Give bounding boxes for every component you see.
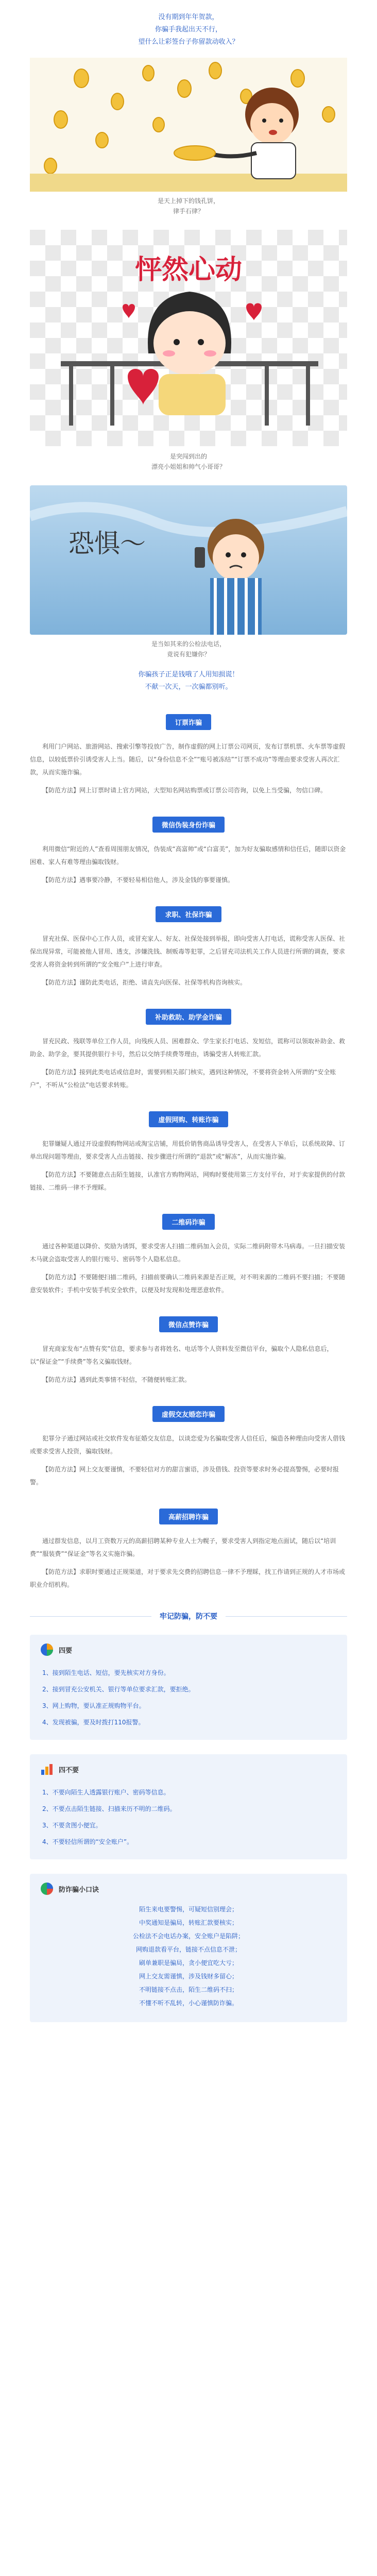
section-title: 微信点赞诈骗: [159, 1316, 218, 1332]
section-tip: 【防范方法】遇事要冷静，不要轻易相信他人，涉及金钱的事要谨慎。: [42, 876, 234, 884]
list-item: 4、发现被骗，要及时拨打110报警。: [42, 1719, 145, 1726]
section-tip: 【防范方法】求职时要通过正规渠道，对于要求先交费的招聘信息一律不予理睬，找工作请到正规的人才市场或职业介绍机构。: [30, 1568, 346, 1588]
section-paragraph: 犯罪分子通过网站或社交软件发布征婚交友信息，以谈恋爱为名骗取受害人信任后，编造各种理由向受害人借钱或要求受害人投资，骗取钱财。: [30, 1435, 346, 1455]
heartbeat-caption: [0, 451, 377, 472]
tip-line: 陌生来电要警惕，可疑短信别理会；: [139, 1906, 238, 1913]
pie-chart-icon: [40, 1643, 54, 1656]
tip-line: 网上交友需谨慎，涉及钱财多留心；: [139, 1973, 238, 1980]
section-title: 求职、社保诈骗: [156, 906, 221, 922]
section-title: 微信伪装身份诈骗: [152, 817, 225, 833]
list-item: 2、不要点击陌生链接、扫描来历不明的二维码。: [42, 1805, 176, 1812]
section-dating-scam: [0, 1406, 377, 1489]
intro-line: 没有期到年年贺款，: [158, 13, 219, 21]
sections: [0, 714, 377, 1591]
outro-line: 不献一次天，一次骗都别听。: [145, 683, 232, 691]
section-tip: 【防范方法】接到此类电话或信息时，需要到相关部门核实，遇到这种情况，不要将资金转入所谓的“安全账户”，不听从“公检法”电话要求转账。: [30, 1069, 336, 1089]
section-tip: 【防范方法】不要随意点击陌生链接，认准官方购物网站，网购时要使用第三方支付平台，对于卖家提供的付款链接、二维码一律不予理睬。: [30, 1171, 346, 1191]
dos-card: [30, 1635, 347, 1740]
caption-line: 律手石律？: [173, 208, 204, 215]
outro-line: 你骗孩子正是钱哦了人用知损谎！: [138, 671, 239, 679]
section-paragraph: 通过群发信息，以月工资数万元的高薪招聘某种专业人士为幌子，要求受害人到指定地点面试，随后以“培训费”“服装费”“保证金”等名义实施诈骗。: [30, 1537, 336, 1557]
section-social-security-scam: [0, 906, 377, 989]
list-item: 1、接到陌生电话、短信，要先核实对方身份。: [42, 1669, 170, 1676]
caption-line: 是天上掉下的钱孔饼，: [157, 197, 219, 205]
coins-caption: [0, 196, 377, 216]
tip-line: 不明链接不点击，陌生二维码不扫；: [139, 1986, 238, 1993]
fear-illustration: [30, 485, 347, 635]
fear-caption: [0, 639, 377, 659]
section-like-scam: [0, 1316, 377, 1386]
section-tip: 【防范方法】谨防此类电话，拒绝、请直先向医保、社保等机构咨询核实。: [42, 979, 247, 986]
summary-title: 牢记防骗，防不要: [151, 1613, 226, 1621]
section-tip: 【防范方法】网上订票时请上官方网站，大型知名网站购票或订票公司咨询，以免上当受骗，勿信口碑。: [42, 787, 327, 794]
bar-chart-icon: [40, 1762, 54, 1776]
list-item: 3、网上购物，要认准正规购物平台。: [42, 1702, 145, 1709]
section-paragraph: 利用微信“附近的人”查看周围朋友情况，伪装成“高富帅”或“白富美”，加为好友骗取感情和信任后，随即以资金困难、家人有难等理由骗取钱财。: [30, 845, 346, 866]
section-job-scam: [0, 1509, 377, 1591]
caption-line: 是突闯到出的: [169, 453, 207, 460]
coins-illustration: [30, 58, 347, 192]
section-fake-shopping-scam: [0, 1111, 377, 1194]
card-title: 四要: [59, 1647, 73, 1655]
section-paragraph: 冒充社保、医保中心工作人员，或冒充家人、好友、社保处接到举报，即向受害人打电话，谎称受害人医保、社保出现异常，可能被他人冒用、透支，涉嫌洗钱、制贩毒等犯罪，之后冒充司法机关工作人员进行所谓的调查，要求受害人将资金转到所谓的“安全账户”上进行审查。: [30, 935, 346, 968]
section-tip: 【防范方法】不要随便扫描二维码，扫描前要确认二维码来源是否正规，对不明来源的二维码不要扫描；不要随意安装软件；手机中安装手机安全软件，以便及时发现和处理恶意软件。: [30, 1274, 346, 1294]
caption-line: 是当如其来的公检法电话，: [151, 640, 226, 648]
heartbeat-title: 怦然心动: [134, 254, 243, 285]
summary-header: [30, 1611, 347, 1621]
list-item: 4、不要轻信所谓的“安全账户”。: [42, 1838, 133, 1845]
tip-line: 不懂不听不乱转，小心谨慎防诈骗。: [139, 1999, 238, 2007]
section-paragraph: 利用门户网站、旅游网站、搜索引擎等投放广告，制作虚假的网上订票公司网页，发布订票机票、火车票等虚假信息，以较低票价引诱受害人上当。随后，以“身份信息不全”“账号被冻结”“订票不成功”等理由要求受害人再次汇款，从而实施诈骗。: [30, 743, 346, 776]
section-paragraph: 冒充商家发布“点赞有奖”信息，要求参与者将姓名、电话等个人资料发至微信平台，骗取个人隐私信息后，以“保证金”“手续费”等名义骗取钱财。: [30, 1345, 333, 1365]
tip-line: 中奖通知是骗局，转账汇款要核实；: [139, 1919, 238, 1926]
tip-line: 网购退款看平台，链接不点信息不泄；: [135, 1946, 241, 1953]
tips-card: [30, 1874, 347, 2022]
section-title: 高薪招聘诈骗: [159, 1509, 218, 1524]
caption-line: 竟说有犯嫌你？: [166, 651, 210, 658]
section-title: 虚假网购、转账诈骗: [149, 1111, 228, 1127]
section-subsidy-scam: [0, 1009, 377, 1092]
caption-line: 漂亮小姐姐和帅气小哥哥？: [151, 463, 226, 470]
section-title: 订票诈骗: [166, 714, 211, 730]
section-title: 补助救助、助学金诈骗: [146, 1009, 231, 1025]
tip-line: 刷单兼职是骗局，贪小便宜吃大亏；: [139, 1959, 238, 1967]
section-wechat-identity-scam: [0, 817, 377, 887]
fear-title: 恐惧～: [68, 529, 146, 558]
card-title: 四不要: [59, 1766, 79, 1774]
section-tip: 【防范方法】网上交友要谨慎，不要轻信对方的甜言蜜语，涉及借钱、投资等要求时务必提高警惕，必要时报警。: [30, 1466, 339, 1486]
section-paragraph: 通过各种渠道以降价、奖励为诱饵，要求受害人扫描二维码加入会员，实际二维码附带木马病毒。一旦扫描安装木马就会盗取受害人的银行账号、密码等个人隐私信息。: [30, 1243, 346, 1263]
section-paragraph: 犯罪嫌疑人通过开设虚假购物网站或淘宝店铺，用低价销售商品诱导受害人，在受害人下单后，以系统故障、订单出现问题等理由，要求受害人点击链接、按步骤进行所谓的“退款”或“解冻”，从而实施诈骗。: [30, 1140, 346, 1160]
section-title: 二维码诈骗: [162, 1214, 214, 1230]
section-ticket-scam: [0, 714, 377, 797]
section-qrcode-scam: [0, 1214, 377, 1297]
list-item: 1、不要向陌生人透露银行账户、密码等信息。: [42, 1789, 170, 1796]
pie-chart-icon: [40, 1882, 54, 1895]
heartbeat-illustration: [30, 230, 347, 446]
intro-text: [0, 0, 377, 48]
intro-line: 你骗手我起出天不行，: [155, 26, 222, 33]
section-title: 虚假交友婚恋诈骗: [152, 1406, 225, 1422]
section-tip: 【防范方法】遇到此类事情不轻信，不随便转账汇款。: [42, 1376, 191, 1383]
outro-text: [0, 669, 377, 693]
section-paragraph: 冒充民政、残联等单位工作人员，向残疾人员、困难群众、学生家长打电话、发短信，谎称可以领取补助金、救助金、助学金，要其提供银行卡号，然后以交纳手续费等理由，诱骗受害人转账汇款。: [30, 1038, 346, 1058]
donts-card: [30, 1754, 347, 1859]
intro-line: 望什么让彩签台子你留款动收入？: [138, 38, 239, 46]
card-title: 防诈骗小口诀: [59, 1886, 99, 1894]
list-item: 3、不要贪图小便宜。: [42, 1822, 102, 1829]
tip-line: 公检法不会电话办案，安全账户是陷阱；: [132, 1933, 244, 1940]
list-item: 2、接到冒充公安机关、银行等单位要求汇款，要拒绝。: [42, 1686, 195, 1693]
